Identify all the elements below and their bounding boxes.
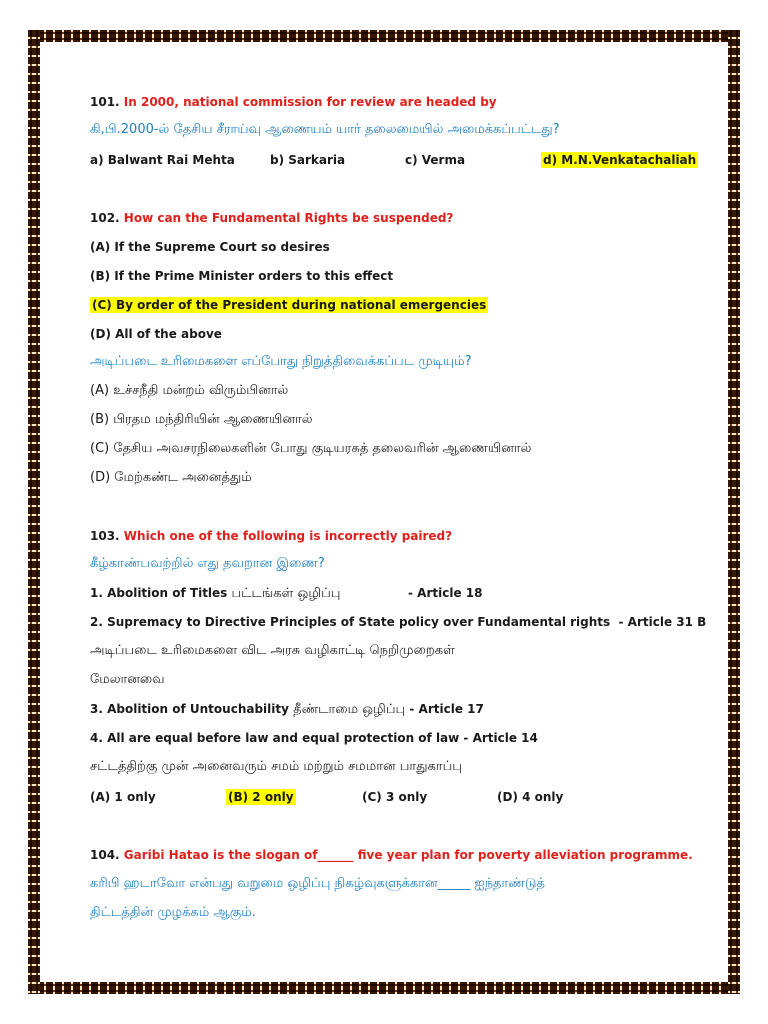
question-102-tamil: அடிப்படை உரிமைகளை எப்போது நிறுத்திவைக்கப்பட முடியும்? (90, 354, 472, 369)
question-number: 102. (90, 211, 120, 225)
question-number: 101. (90, 95, 120, 109)
question-number: 103. (90, 529, 120, 543)
question-number: 104. (90, 848, 120, 862)
pair-item-3: 3. Abolition of Untouchability தீண்டாமை ஒழிப்பு - Article 17 (90, 702, 484, 717)
option-c-answer: (C) By order of the President during national emergencies (92, 298, 487, 312)
option-a-tamil: (A) உச்சநீதி மன்றம் விரும்பினால் (90, 383, 289, 398)
question-103 (90, 528, 452, 544)
option-d: (D) All of the above (90, 327, 222, 341)
pair-item-1-article: - Article 18 (408, 586, 483, 600)
question-101 (90, 94, 497, 110)
page-border-bottom (28, 982, 740, 994)
option-b-answer: (B) 2 only (228, 790, 294, 804)
question-102 (90, 210, 453, 226)
option-b-tamil: (B) பிரதம மந்திரியின் ஆணையினால் (90, 412, 313, 427)
question-104-tamil: கரிபி ஹடாவோ என்பது வறுமை ஒழிப்பு நிகழ்வுகளுக்கான_____ ஐந்தாண்டுத் (90, 876, 545, 891)
option-c: c) Verma (405, 153, 466, 167)
option-d-answer: d) M.N.Venkatachaliah (543, 153, 697, 167)
question-text-en: How can the Fundamental Rights be suspended? (123, 211, 454, 225)
page-border-top (28, 30, 740, 42)
page-border-right (728, 30, 740, 994)
question-text-en: In 2000, national commission for review are headed by (123, 95, 497, 109)
pair-item-2-tamil-cont: மேலானவை (90, 672, 165, 687)
pair-item-4: 4. All are equal before law and equal protection of law - Article 14 (90, 731, 538, 745)
pair-item-1: 1. Abolition of Titles பட்டங்கள் ஒழிப்பு (90, 586, 341, 601)
pair-item-2: 2. Supremacy to Directive Principles of State policy over Fundamental rights - Article 31 B (90, 615, 707, 629)
pair-item-4-tamil: சட்டத்திற்கு முன் அனைவரும் சமம் மற்றும் சமமான பாதுகாப்பு (90, 759, 462, 774)
question-103-tamil: கீழ்காண்பவற்றில் எது தவறான இணை? (90, 556, 325, 571)
pair-item-2-tamil: அடிப்படை உரிமைகளை விட அரசு வழிகாட்டி நெறிமுறைகள் (90, 643, 455, 658)
option-a: (A) If the Supreme Court so desires (90, 240, 330, 254)
option-a: (A) 1 only (90, 790, 156, 804)
option-c: (C) 3 only (362, 790, 428, 804)
option-a: a) Balwant Rai Mehta (90, 153, 235, 167)
question-text-en: Garibi Hatao is the slogan of______ five year plan for poverty alleviation programme. (123, 848, 693, 862)
option-c-tamil: (C) தேசிய அவசரநிலைகளின் போது குடியரசுத் தலைவரின் ஆணையினால் (90, 441, 532, 456)
question-104-tamil-cont: திட்டத்தின் முழக்கம் ஆகும். (90, 905, 256, 920)
option-b: (B) If the Prime Minister orders to this effect (90, 269, 394, 283)
question-text-en: Which one of the following is incorrectly paired? (123, 529, 453, 543)
question-101-tamil: கி,பி.2000-ல் தேசிய சீராய்வு ஆணையம் யார் தலைமையில் அமைக்கப்பட்டது? (90, 122, 560, 137)
option-d-tamil: (D) மேற்கண்ட அனைத்தும் (90, 470, 252, 485)
option-b: b) Sarkaria (270, 153, 346, 167)
question-104 (90, 847, 693, 863)
page-border-left (28, 30, 40, 994)
option-d: (D) 4 only (497, 790, 564, 804)
